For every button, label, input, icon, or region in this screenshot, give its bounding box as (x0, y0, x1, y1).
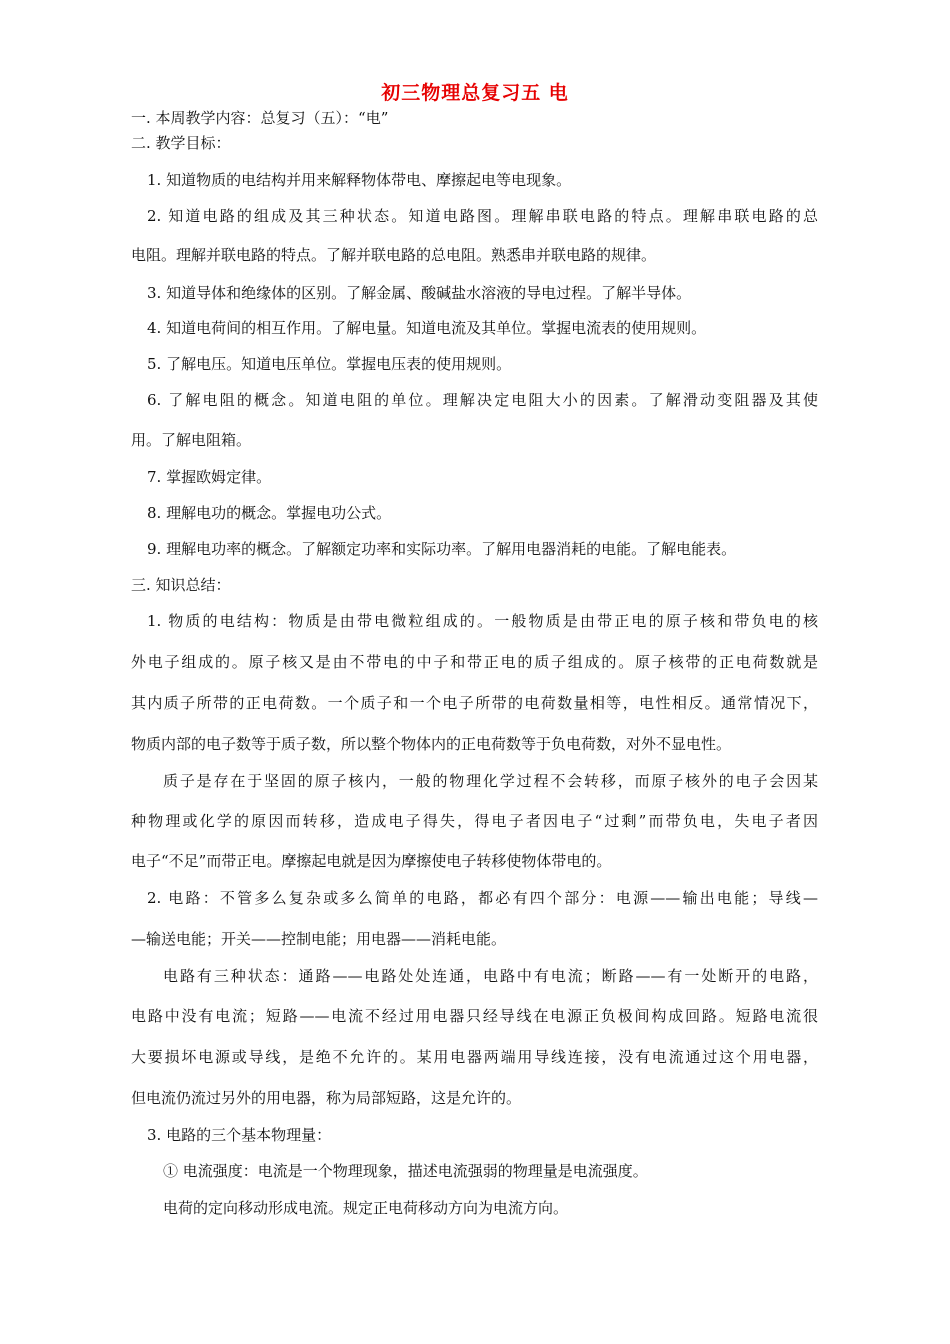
goal-item-continued: 电阻。理解并联电路的特点。了解并联电路的总电阻。熟悉串并联电路的规律。 (131, 246, 657, 264)
paragraph-line: —输送电能；开关——控制电能；用电器——消耗电能。 (131, 930, 507, 948)
paragraph-line: 电路有三种状态：通路——电路处处连通，电路中有电流；断路——有一处断开的电路， (163, 967, 818, 985)
paragraph-line: 电荷的定向移动形成电流。规定正电荷移动方向为电流方向。 (163, 1199, 569, 1217)
section-heading-summary: 三. 知识总结： (131, 576, 231, 594)
paragraph-line: 外电子组成的。原子核又是由不带电的中子和带正电的质子组成的。原子核带的正电荷数就是 (131, 653, 818, 671)
goal-item: 4. 知道电荷间的相互作用。了解电量。知道电流及其单位。掌握电流表的使用规则。 (147, 319, 707, 337)
paragraph-line: 种物理或化学的原因而转移，造成电子得失，得电子者因电子“过剩”而带负电，失电子者因 (131, 812, 818, 830)
paragraph-line: 大要损坏电源或导线，是绝不允许的。某用电器两端用导线连接，没有电流通过这个用电器， (131, 1048, 818, 1066)
section-heading-content: 一. 本周教学内容：总复习（五）：“电” (131, 109, 389, 127)
goal-item-continued: 用。了解电阻箱。 (131, 431, 252, 449)
paragraph-line: 电子“不足”而带正电。摩擦起电就是因为摩擦使电子转移使物体带电的。 (131, 852, 612, 870)
paragraph-line: 但电流仍流过另外的用电器，称为局部短路，这是允许的。 (131, 1089, 522, 1107)
goal-item: 6. 了解电阻的概念。知道电阻的单位。理解决定电阻大小的因素。了解滑动变阻器及其使 (147, 391, 818, 409)
goal-item: 2. 知道电路的组成及其三种状态。知道电路图。理解串联电路的特点。理解串联电路的总 (147, 207, 818, 225)
paragraph-line: 物质内部的电子数等于质子数，所以整个物体内的正电荷数等于负电荷数，对外不显电性。 (131, 735, 732, 753)
goal-item: 8. 理解电功的概念。掌握电功公式。 (147, 504, 392, 522)
paragraph-line: 1. 物质的电结构：物质是由带电微粒组成的。一般物质是由带正电的原子核和带负电的核 (147, 612, 818, 630)
paragraph-line: 2. 电路：不管多么复杂或多么简单的电路，都必有四个部分：电源——输出电能；导线— (147, 889, 818, 907)
subsection-heading: 3. 电路的三个基本物理量： (147, 1126, 332, 1144)
goal-item: 7. 掌握欧姆定律。 (147, 468, 272, 486)
goal-item: 1. 知道物质的电结构并用来解释物体带电、摩擦起电等电现象。 (147, 171, 572, 189)
paragraph-line: 质子是存在于坚固的原子核内，一般的物理化学过程不会转移，而原子核外的电子会因某 (163, 772, 818, 790)
paragraph-line: 其内质子所带的正电荷数。一个质子和一个电子所带的电荷数量相等，电性相反。通常情况下， (131, 694, 818, 712)
paragraph-line: ① 电流强度：电流是一个物理现象，描述电流强弱的物理量是电流强度。 (163, 1162, 648, 1180)
paragraph-line: 电路中没有电流；短路——电流不经过用电器只经导线在电源正负极间构成回路。短路电流很 (131, 1007, 818, 1025)
document-title: 初三物理总复习五 电 (381, 82, 569, 104)
goal-item: 3. 知道导体和绝缘体的区别。了解金属、酸碱盐水溶液的导电过程。了解半导体。 (147, 284, 692, 302)
goal-item: 9. 理解电功率的概念。了解额定功率和实际功率。了解用电器消耗的电能。了解电能表。 (147, 540, 737, 558)
section-heading-goals: 二. 教学目标： (131, 134, 231, 152)
goal-item: 5. 了解电压。知道电压单位。掌握电压表的使用规则。 (147, 355, 512, 373)
